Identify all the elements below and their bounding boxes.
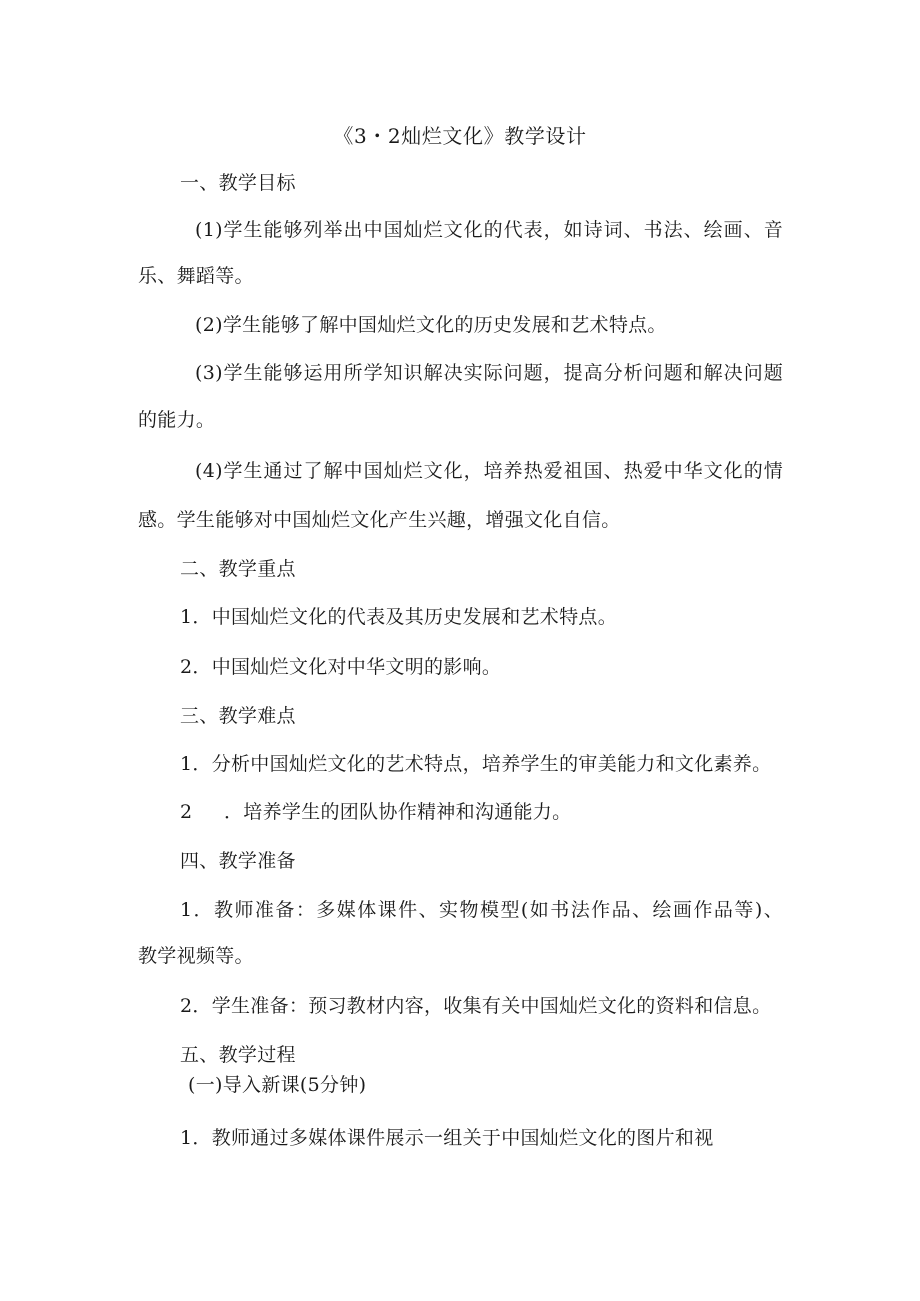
objective-3-line-2: 的能力。 xyxy=(138,409,216,431)
objective-3-line-1: (3)学生能够运用所学知识解决实际问题，提高分析问题和解决问题 xyxy=(195,362,783,384)
preparation-2: 2．学生准备：预习教材内容，收集有关中国灿烂文化的资料和信息。 xyxy=(180,995,772,1017)
section-heading-preparation: 四、教学准备 xyxy=(180,850,296,872)
objective-4-line-1: (4)学生通过了解中国灿烂文化，培养热爱祖国、热爱中华文化的情 xyxy=(195,460,783,482)
key-point-2: 2．中国灿烂文化对中华文明的影响。 xyxy=(180,656,502,678)
objective-1-line-1: (1)学生能够列举出中国灿烂文化的代表，如诗词、书法、绘画、音 xyxy=(195,219,783,241)
section-heading-key-points: 二、教学重点 xyxy=(180,558,296,580)
difficulty-2-number: 2 xyxy=(180,801,193,823)
document-title: 《3・2灿烂文化》教学设计 xyxy=(333,124,587,148)
section-heading-difficulties: 三、教学难点 xyxy=(180,705,296,727)
preparation-1-line-1: 1．教师准备：多媒体课件、实物模型(如书法作品、绘画作品等)、 xyxy=(180,899,783,921)
preparation-1-line-2: 教学视频等。 xyxy=(138,945,254,967)
difficulty-1: 1．分析中国灿烂文化的艺术特点，培养学生的审美能力和文化素养。 xyxy=(180,753,772,775)
difficulty-2 xyxy=(180,800,571,824)
objective-1-line-2: 乐、舞蹈等。 xyxy=(138,265,254,287)
section-heading-process: 五、教学过程 xyxy=(180,1044,296,1066)
process-subheading-intro: (一)导入新课(5分钟) xyxy=(188,1074,367,1096)
difficulty-2-text: ．培养学生的团队协作精神和沟通能力。 xyxy=(224,801,572,823)
process-item-1: 1．教师通过多媒体课件展示一组关于中国灿烂文化的图片和视 xyxy=(180,1127,714,1149)
objective-2: (2)学生能够了解中国灿烂文化的历史发展和艺术特点。 xyxy=(195,314,667,336)
section-heading-objectives: 一、教学目标 xyxy=(180,172,296,194)
objective-4-line-2: 感。学生能够对中国灿烂文化产生兴趣，增强文化自信。 xyxy=(138,509,621,531)
key-point-1: 1．中国灿烂文化的代表及其历史发展和艺术特点。 xyxy=(180,606,617,628)
